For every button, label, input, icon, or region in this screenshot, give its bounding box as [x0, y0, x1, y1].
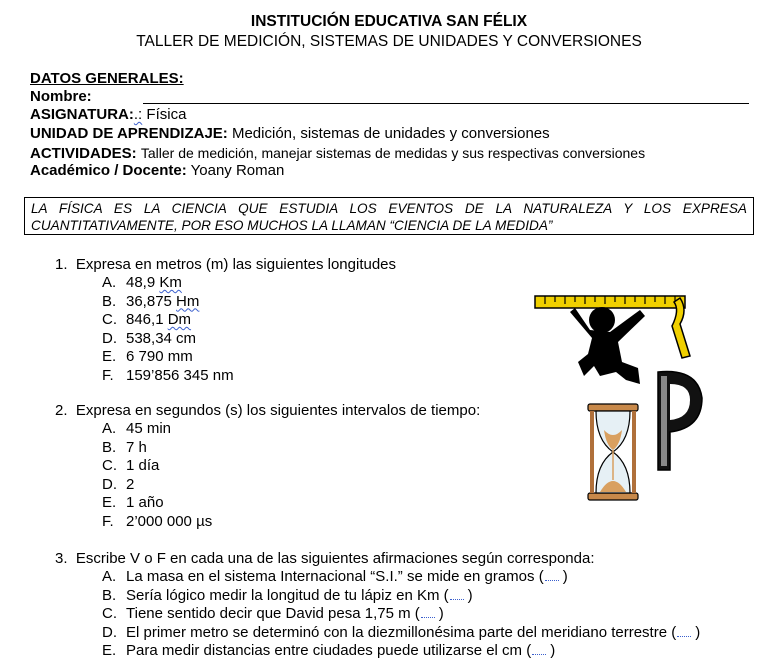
teacher-row — [30, 162, 284, 180]
hourglass-clipart-icon — [588, 404, 638, 500]
q3-option-d: D. El primer metro se determinó con la diezmillonésima parte del meridiano terrestre ( ) — [102, 623, 701, 641]
answer-blank[interactable] — [450, 599, 464, 600]
subject-colon: .: — [133, 106, 143, 123]
question-1-number: 1. — [55, 256, 68, 273]
subject-value: Física — [146, 106, 187, 123]
unit-row — [30, 125, 550, 143]
q1-option-b: B. 36,875 Hm — [102, 292, 200, 310]
activities-value: Taller de medición, manejar sistemas de medidas y sus respectivas conversiones — [140, 145, 646, 161]
q2-option-a: A. 45 min — [102, 420, 172, 437]
question-2-options — [102, 420, 212, 531]
q3-option-b: B. Sería lógico medir la longitud de tu lápiz en Km ( ) — [102, 586, 473, 604]
question-3-text: Escribe V o F en cada una de las siguientes afirmaciones según corresponda: — [75, 550, 595, 567]
teacher-label: Académico / Docente: — [30, 162, 187, 179]
q1-option-a: A. 48,9 Km — [102, 274, 182, 291]
caliper-clipart-icon — [658, 372, 702, 470]
answer-blank[interactable] — [532, 654, 546, 655]
q2-option-f: F. 2’000 000 µs — [102, 512, 213, 530]
question-3 — [55, 550, 595, 567]
q1-option-c: C. 846,1 Dm — [102, 311, 192, 328]
question-3-number: 3. — [55, 550, 68, 567]
institution-title: INSTITUCIÓN EDUCATIVA SAN FÉLIX — [250, 13, 528, 30]
physics-quote-box: LA FÍSICA ES LA CIENCIA QUE ESTUDIA LOS EVENTOS DE LA NATURALEZA Y LOS EXPRESA CUANTITATIVAMENTE, POR ESO MUCHOS LA LLAMAN “CIENCIA DE LA MEDIDA” — [24, 197, 754, 235]
teacher-value: Yoany Roman — [190, 162, 285, 179]
question-1-text: Expresa en metros (m) las siguientes longitudes — [75, 256, 397, 273]
name-label: Nombre: — [30, 88, 92, 105]
unit-label: UNIDAD DE APRENDIZAJE: — [30, 125, 228, 142]
question-2-text: Expresa en segundos (s) los siguientes intervalos de tiempo: — [75, 402, 481, 419]
answer-blank[interactable] — [545, 580, 559, 581]
q2-option-d: D. 2 — [102, 475, 135, 493]
q2-option-b: B. 7 h — [102, 438, 147, 456]
q1-option-d: D. 538,34 cm — [102, 329, 197, 347]
subject-row — [30, 106, 186, 124]
name-line — [143, 103, 749, 104]
question-2-number: 2. — [55, 402, 68, 419]
q3-option-e: E. Para medir distancias entre ciudades puede utilizarse el cm ( ) — [102, 642, 556, 659]
subject-label: ASIGNATURA: — [30, 106, 134, 123]
answer-blank[interactable] — [421, 617, 435, 618]
general-data-heading: DATOS GENERALES: — [30, 70, 184, 87]
q2-option-e: E. 1 año — [102, 494, 164, 511]
question-3-options — [102, 568, 700, 661]
question-1 — [55, 256, 396, 273]
q1-option-f: F. 159’856 345 nm — [102, 366, 234, 384]
q2-option-c: C. 1 día — [102, 457, 160, 474]
unit-value: Medición, sistemas de unidades y conversiones — [231, 125, 550, 142]
answer-blank[interactable] — [677, 636, 691, 637]
q1-option-e: E. 6 790 mm — [102, 348, 193, 365]
activities-label: ACTIVIDADES: — [30, 145, 137, 162]
q3-option-a: A. La masa en el sistema Internacional “S.I.” se mide en gramos ( ) — [102, 568, 568, 585]
question-2 — [55, 402, 480, 419]
workshop-title: TALLER DE MEDICIÓN, SISTEMAS DE UNIDADES Y CONVERSIONES — [136, 33, 642, 50]
measurement-clipart — [530, 280, 710, 510]
q3-option-c: C. Tiene sentido decir que David pesa 1,75 m ( ) — [102, 605, 444, 622]
activities-row — [30, 144, 645, 163]
question-1-options — [102, 274, 234, 385]
